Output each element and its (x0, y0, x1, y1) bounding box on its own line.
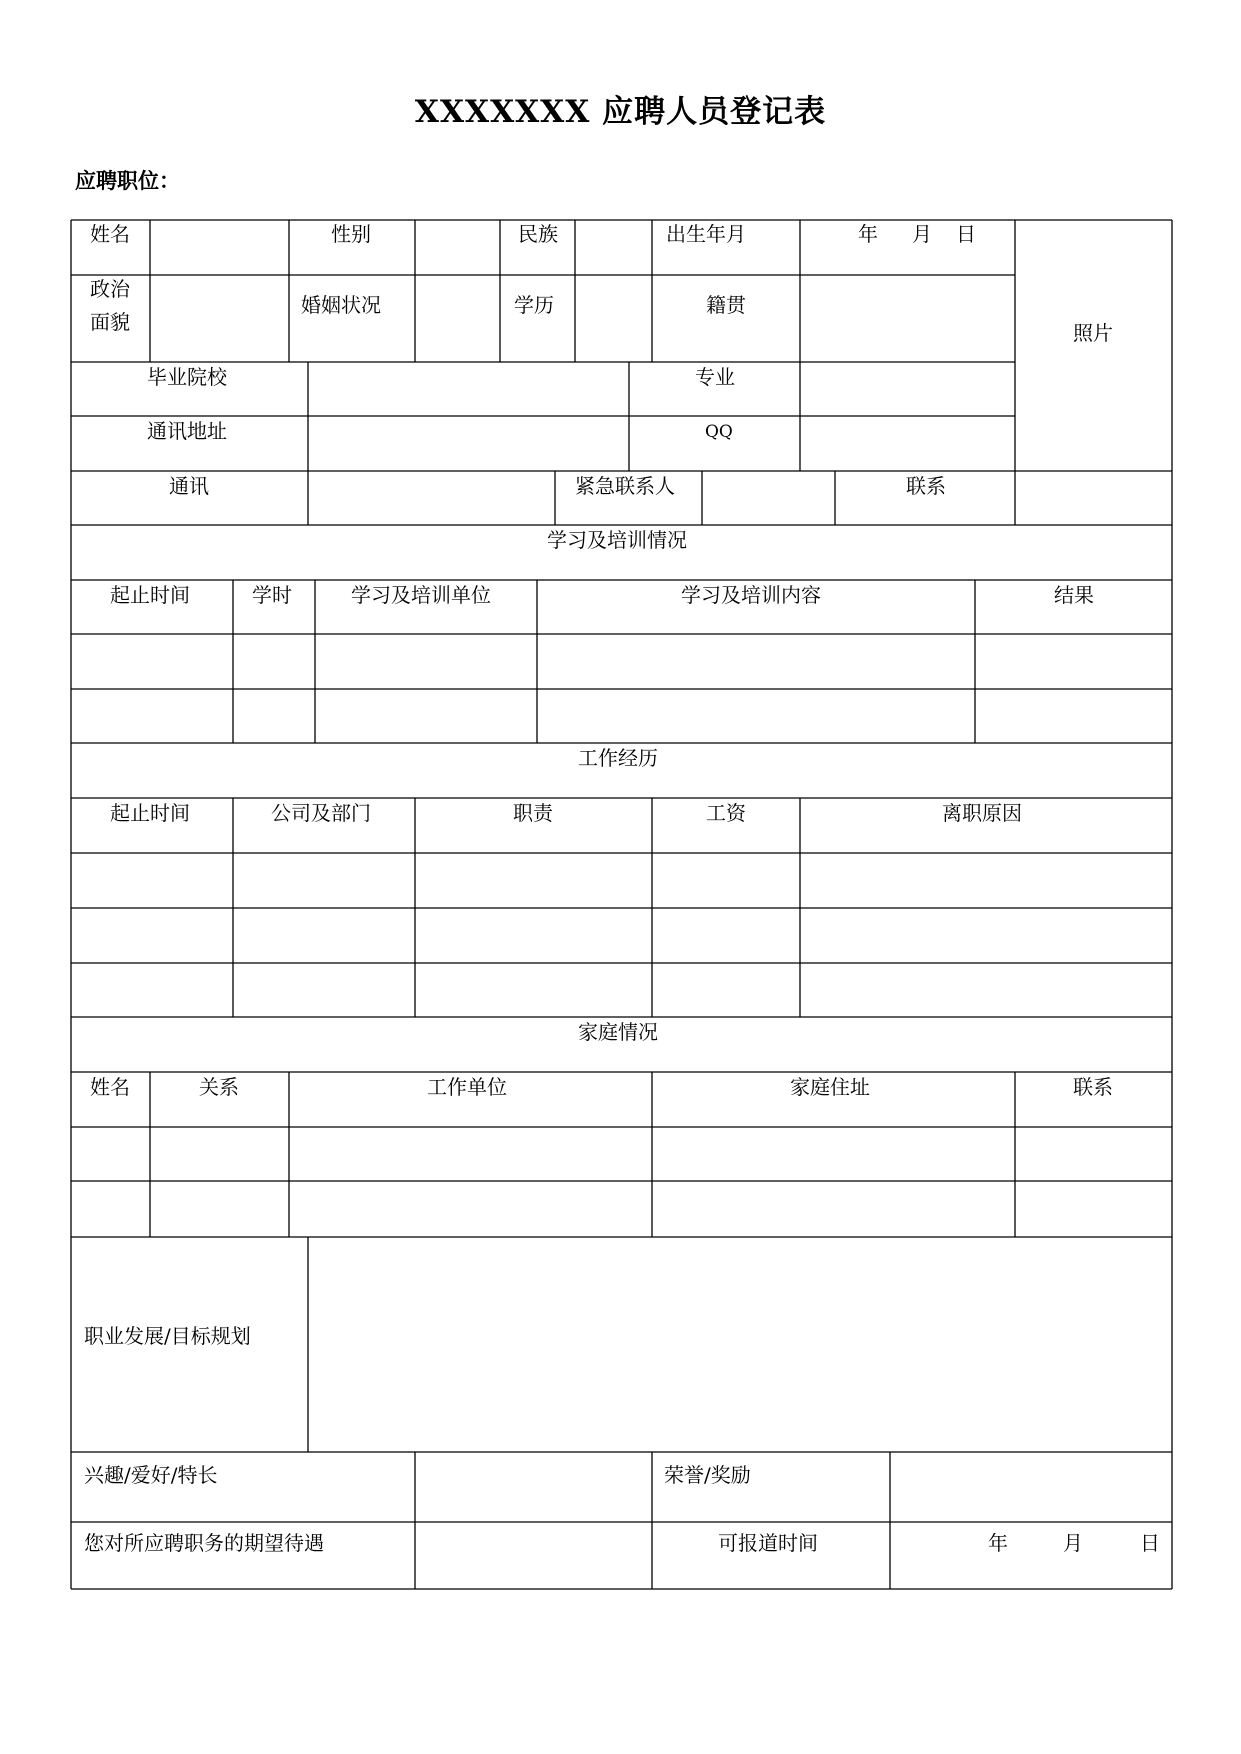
address-label: 通讯地址 (147, 419, 227, 443)
study-header-institution: 学习及培训单位 (351, 583, 491, 607)
marital-label: 婚姻状况 (301, 293, 381, 317)
name-label: 姓名 (90, 222, 130, 246)
study-header-content: 学习及培训内容 (681, 583, 821, 607)
work-header-salary: 工资 (706, 801, 746, 825)
form-title: XXXXXXX 应聘人员登记表 (414, 94, 827, 130)
photo-label: 照片 (1073, 321, 1113, 345)
major-label: 专业 (695, 365, 735, 389)
family-header-relation: 关系 (199, 1075, 239, 1099)
qq-label: QQ (705, 422, 733, 442)
work-header-company: 公司及部门 (271, 801, 371, 825)
study-header-period: 起止时间 (110, 583, 190, 607)
school-label: 毕业院校 (147, 365, 227, 389)
study-section-title: 学习及培训情况 (547, 528, 687, 552)
hobbies-label: 兴趣/爱好/特长 (84, 1463, 218, 1487)
family-header-contact: 联系 (1073, 1075, 1113, 1099)
study-header-result: 结果 (1054, 583, 1094, 607)
origin-label: 籍贯 (706, 293, 746, 317)
study-header-hours: 学时 (252, 583, 292, 607)
career-plan-label: 职业发展/目标规划 (84, 1324, 251, 1348)
education-label: 学历 (514, 293, 554, 317)
honors-label: 荣誉/奖励 (664, 1463, 751, 1487)
family-header-employer: 工作单位 (427, 1075, 507, 1099)
available-day-label: 日 (1140, 1531, 1160, 1555)
work-header-period: 起止时间 (110, 801, 190, 825)
family-section-title: 家庭情况 (578, 1020, 658, 1044)
available-month-label: 月 (1063, 1531, 1083, 1555)
work-header-reason: 离职原因 (942, 801, 1022, 825)
family-header-address: 家庭住址 (790, 1075, 870, 1099)
available-year-label: 年 (988, 1531, 1008, 1555)
ethnicity-label: 民族 (518, 222, 558, 246)
position-label: 应聘职位： (75, 168, 180, 193)
political-label: 政治面貌 (90, 277, 130, 334)
birth-day-label: 日 (956, 222, 976, 246)
emergency-contact-label: 紧急联系人 (575, 474, 675, 498)
birth-month-label: 月 (912, 222, 932, 246)
gender-label: 性别 (331, 222, 371, 246)
emergency-phone-label: 联系 (906, 474, 946, 498)
available-date-label: 可报道时间 (718, 1531, 818, 1555)
expected-salary-label: 您对所应聘职务的期望待遇 (84, 1531, 324, 1555)
work-header-duties: 职责 (513, 801, 553, 825)
family-header-name: 姓名 (90, 1075, 130, 1099)
birth-label: 出生年月 (666, 222, 746, 246)
work-section-title: 工作经历 (578, 746, 658, 770)
birth-year-label: 年 (858, 222, 878, 246)
phone-label: 通讯 (169, 474, 209, 498)
